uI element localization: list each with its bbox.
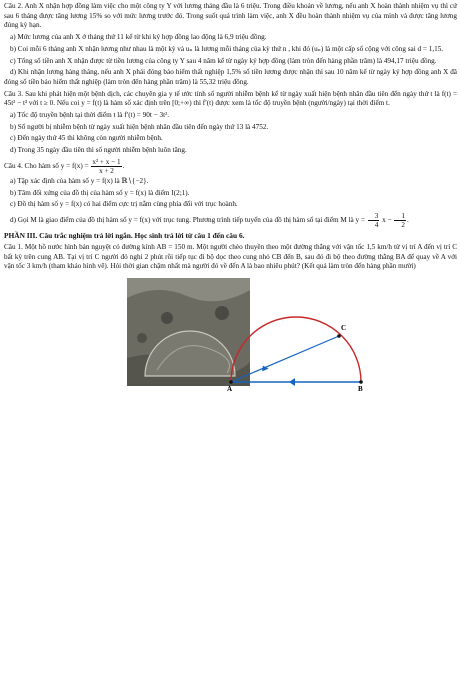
photo-tree-3	[137, 333, 147, 343]
cau4-option-c: c) Đồ thị hàm số y = f(x) có hai điểm cực trị nằm cùng phía đối với trục hoành.	[10, 200, 238, 209]
cau4-d-fraction-2-den: 2	[401, 220, 405, 229]
cau4-d-fraction-1-den: 4	[374, 220, 379, 229]
cau3-option-a: a) Tốc độ truyền bệnh tại thời điểm t là f′(t) = 90t − 3t².	[10, 111, 170, 120]
segment-AC	[231, 336, 339, 382]
point-C	[337, 334, 341, 338]
cau4-option-d: d) Gọi M là giao điểm của đồ thị hàm số y = f(x) với trục tung. Phương trình tiếp tuyến của đồ thị hàm số tại điểm M là y = $\frac{3}{4}$ x − $\frac{1}{2}$ .	[10, 211, 409, 229]
cau4-option-b: b) Tâm đối xứng của đồ thị của hàm số y = f(x) là điểm I(2;1).	[10, 188, 190, 197]
cau4-d-mid: x −	[382, 216, 392, 225]
cau4-d-fraction-2	[394, 212, 406, 229]
semicircle-diagram	[221, 274, 371, 392]
cau2-option-a: a) Mức lương của anh X ở tháng thứ 11 kể từ khi ký hợp đồng lao động là 6,9 triệu đồng.	[10, 33, 267, 42]
cau3-option-c: c) Đến ngày thứ 45 thì không còn người nhiễm bệnh.	[10, 134, 163, 143]
label-A: A	[227, 385, 233, 393]
cau4-stem: Câu 4. Cho hàm số y = f(x) = $\frac{\text{x² + x − 1}}{x + 2}$ .	[4, 157, 125, 175]
arrow-on-BA	[289, 378, 295, 386]
figure-area	[4, 274, 457, 392]
label-C: C	[341, 324, 347, 333]
cau2-stem: Câu 2. Anh X nhận hợp đồng làm việc cho một công ty Y với lương tháng đầu là 6 triệu. Trong điều khoản về lương, nếu anh X hoàn thành nhiệm vụ thì cứ sau 6 tháng được tăng lương 15% so với mức lương trước đó. Trong suốt quá trình làm việc, anh X đều hoàn thành nhiệm vụ của mình và được tăng lương đúng kỳ hạn.	[4, 2, 457, 30]
arrow-on-AC	[260, 364, 268, 371]
point-B	[359, 380, 363, 384]
cau4-fraction	[91, 158, 121, 175]
cau4-fraction-numerator: x² + x − 1	[92, 157, 121, 166]
cau2-option-b: b) Coi mỗi 6 tháng anh X nhận lương như nhau là một kỳ và uₙ là lương mỗi tháng của kỳ thứ n , khi đó (uₙ) là một cấp số cộng với công sai d = 1,15.	[10, 44, 444, 53]
cau2-option-c: c) Tổng số tiền anh X nhận được từ tiền lương của công ty Y sau 4 năm kể từ ngày ký hợp đồng (làm tròn đến hàng phần trăm) là 494,17 triệu đồng.	[10, 56, 437, 65]
section-3-heading: PHẦN III. Câu trắc nghiệm trả lời ngắn. Học sinh trả lời từ câu 1 đến câu 6.	[4, 230, 245, 240]
cau4-d-fraction-1-num: 3	[368, 212, 380, 221]
point-A	[229, 380, 233, 384]
cau4-d-fraction-2-num: 1	[394, 212, 406, 221]
cau2-option-d: d) Khi nhận lương hàng tháng, nếu anh X phải đóng bảo hiểm thất nghiệp 1,5% số tiền lương được nhận thì sau 10 năm kể từ ngày ký hợp đồng anh X đã đóng số tiền bảo hiểm thất nghiệp (làm tròn đến hàng phần trăm) là 55,32 triệu đồng.	[4, 68, 457, 86]
label-B: B	[358, 385, 363, 393]
cau4-option-d-text: d) Gọi M là giao điểm của đồ thị hàm số y = f(x) với trục tung. Phương trình tiếp tuyến của đồ thị hàm số tại điểm M là y =	[10, 216, 365, 225]
cau4-d-fraction-1	[368, 212, 380, 229]
cau4-fraction-denominator: x + 2	[99, 166, 114, 175]
cau3-stem: Câu 3. Sau khi phát hiện một bệnh dịch, các chuyên gia y tế ước tính số người nhiễm bệnh kể từ ngày xuất hiện bệnh nhân đầu tiên đến ngày thứ t là f(t) = 45t² − t³ với t ≥ 0. Nếu coi y = f(t) là hàm số xác định trên [0;+∞) thì f′(t) được xem là tốc độ truyền bệnh (người/ngày) tại thời điểm t.	[4, 89, 457, 108]
photo-tree-1	[161, 312, 173, 324]
cau4-stem-text: Câu 4. Cho hàm số y = f(x) =	[4, 162, 89, 170]
cau4-option-a: a) Tập xác định của hàm số y = f(x) là ℝ∖{−2}.	[10, 176, 149, 185]
cau3-option-b: b) Số người bị nhiễm bệnh từ ngày xuất hiện bệnh nhân đầu tiên đến ngày thứ 13 là 4752.	[10, 122, 269, 131]
cau3-option-d: d) Trong 35 ngày đầu tiên thì số người nhiễm bệnh luôn tăng.	[10, 146, 187, 155]
part3-cau1-stem: Câu 1. Một hồ nước hình bán nguyệt có đường kính AB = 150 m. Một người chèo thuyền theo một đường thẳng với vận tốc 1,5 km/h từ vị trí A đến vị trí C bất kỳ trên cung AB. Tại vị trí C người đó nghỉ 2 phút rồi tiếp tục đi bộ dọc theo cung nhỏ CB đến B, sau đó đi bộ theo đường thẳng BA để quay về A với vận tốc 3 km/h (tham khảo hình vẽ). Hỏi thời gian chậm nhất mà người đó về đến A là bao nhiêu phút? (Kết quả làm tròn đến hàng phần mười)	[4, 242, 457, 271]
